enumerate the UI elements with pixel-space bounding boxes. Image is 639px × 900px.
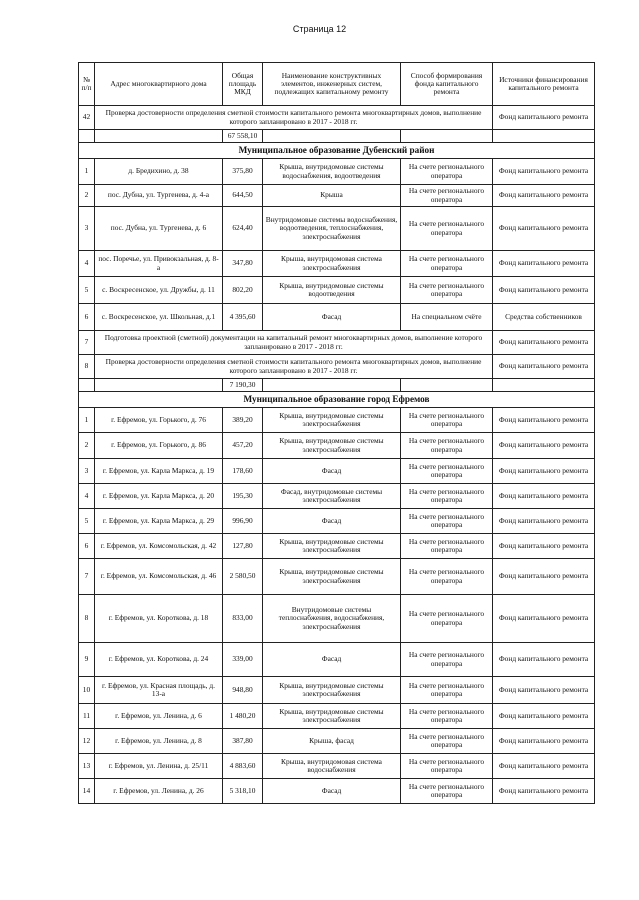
row-num: 13 <box>79 754 95 779</box>
row-method: На счете регионального оператора <box>401 185 493 207</box>
row-work-description: Проверка достоверности определения сметной стоимости капитального ремонта многоквартирных домов, выполнение которого запланировано в 2017 - 2018 гг. <box>95 355 493 379</box>
row-elements: Внутридомовые системы теплоснабжения, водоснабжения, электроснабжения <box>263 595 401 643</box>
row-num: 2 <box>79 433 95 459</box>
row-elements: Крыша, внутридомовые системы водоснабжения, водоотведения <box>263 159 401 185</box>
row-elements: Фасад <box>263 509 401 534</box>
row-source: Фонд капитального ремонта <box>493 159 595 185</box>
table-row <box>79 251 595 277</box>
table-row <box>79 433 595 459</box>
row-address: г. Ефремов, ул. Карла Маркса, д. 20 <box>95 484 223 509</box>
work-row <box>79 355 595 379</box>
total-row <box>79 130 595 143</box>
row-area: 2 580,50 <box>223 559 263 595</box>
row-source: Фонд капитального ремонта <box>493 595 595 643</box>
row-elements: Крыша, внутридомовые системы электроснабжения <box>263 408 401 433</box>
row-source: Фонд капитального ремонта <box>493 559 595 595</box>
row-method: На счете регионального оператора <box>401 729 493 754</box>
row-address: г. Ефремов, ул. Карла Маркса, д. 19 <box>95 459 223 484</box>
table-row <box>79 408 595 433</box>
row-address: г. Ефремов, ул. Карла Маркса, д. 29 <box>95 509 223 534</box>
row-source: Фонд капитального ремонта <box>493 251 595 277</box>
row-source: Фонд капитального ремонта <box>493 277 595 304</box>
row-area: 457,20 <box>223 433 263 459</box>
row-elements: Крыша, внутридомовые системы электроснабжения <box>263 534 401 559</box>
table-row <box>79 754 595 779</box>
row-source: Фонд капитального ремонта <box>493 185 595 207</box>
row-source: Фонд капитального ремонта <box>493 509 595 534</box>
empty-cell <box>95 130 223 143</box>
row-num: 5 <box>79 277 95 304</box>
row-elements: Крыша, внутридомовые системы электроснабжения <box>263 433 401 459</box>
row-num: 1 <box>79 408 95 433</box>
row-num: 2 <box>79 185 95 207</box>
row-method: На счете регионального оператора <box>401 704 493 729</box>
row-num: 7 <box>79 331 95 355</box>
table-row <box>79 459 595 484</box>
row-num: 42 <box>79 106 95 130</box>
row-source: Фонд капитального ремонта <box>493 534 595 559</box>
row-elements: Фасад <box>263 459 401 484</box>
row-method: На счете регионального оператора <box>401 251 493 277</box>
total-area: 67 558,10 <box>223 130 263 143</box>
row-elements: Крыша, внутридомовая система электроснабжения <box>263 251 401 277</box>
row-area: 389,20 <box>223 408 263 433</box>
row-area: 644,50 <box>223 185 263 207</box>
row-method: На счете регионального оператора <box>401 408 493 433</box>
header-row <box>79 63 595 106</box>
table-row <box>79 729 595 754</box>
row-method: На счете регионального оператора <box>401 643 493 677</box>
row-address: с. Воскресенское, ул. Дружбы, д. 11 <box>95 277 223 304</box>
row-num: 12 <box>79 729 95 754</box>
header-address: Адрес многоквартирного дома <box>95 63 223 106</box>
empty-cell <box>95 379 223 392</box>
empty-cell <box>79 130 95 143</box>
empty-cell <box>263 130 401 143</box>
total-area: 7 190,30 <box>223 379 263 392</box>
row-method: На счете регионального оператора <box>401 459 493 484</box>
row-area: 1 480,20 <box>223 704 263 729</box>
row-num: 1 <box>79 159 95 185</box>
row-area: 375,80 <box>223 159 263 185</box>
header-source: Источники финансирования капитального ремонта <box>493 63 595 106</box>
row-address: пос. Дубна, ул. Тургенева, д. 6 <box>95 207 223 251</box>
table-row <box>79 185 595 207</box>
row-method: На счете регионального оператора <box>401 779 493 804</box>
row-area: 127,80 <box>223 534 263 559</box>
row-method: На счете регионального оператора <box>401 677 493 704</box>
table-row <box>79 509 595 534</box>
row-area: 339,00 <box>223 643 263 677</box>
row-method: На счете регионального оператора <box>401 534 493 559</box>
table-row <box>79 595 595 643</box>
row-elements: Фасад <box>263 643 401 677</box>
empty-cell <box>493 379 595 392</box>
row-area: 4 883,60 <box>223 754 263 779</box>
row-source: Фонд капитального ремонта <box>493 408 595 433</box>
row-elements: Фасад, внутридомовые системы электроснабжения <box>263 484 401 509</box>
row-method: На счете регионального оператора <box>401 754 493 779</box>
row-elements: Крыша, внутридомовые системы электроснабжения <box>263 704 401 729</box>
header-num: № п/п <box>79 63 95 106</box>
row-elements: Крыша, внутридомовая система водоснабжения <box>263 754 401 779</box>
header-area: Общая площадь МКД <box>223 63 263 106</box>
row-method: На специальном счёте <box>401 304 493 331</box>
empty-cell <box>401 130 493 143</box>
row-num: 11 <box>79 704 95 729</box>
row-work-description: Проверка достоверности определения сметной стоимости капитального ремонта многоквартирных домов, выполнение которого запланировано в 2017 - 2018 гг. <box>95 106 493 130</box>
row-source: Фонд капитального ремонта <box>493 643 595 677</box>
row-work-description: Подготовка проектной (сметной) документации на капитальный ремонт многоквартирных домов, выполнение которого запланировано в 2017 - 2018 гг. <box>95 331 493 355</box>
row-address: г. Ефремов, ул. Короткова, д. 24 <box>95 643 223 677</box>
row-method: На счете регионального оператора <box>401 509 493 534</box>
row-area: 802,20 <box>223 277 263 304</box>
row-elements: Внутридомовые системы водоснабжения, водоотведения, теплоснабжения, электроснабжения <box>263 207 401 251</box>
row-elements: Крыша, внутридомовые системы электроснабжения <box>263 677 401 704</box>
row-source: Фонд капитального ремонта <box>493 433 595 459</box>
row-num: 9 <box>79 643 95 677</box>
empty-cell <box>79 379 95 392</box>
row-area: 948,80 <box>223 677 263 704</box>
work-row <box>79 106 595 130</box>
header-elements: Наименование конструктивных элементов, инженерных систем, подлежащих капитальному ремонту <box>263 63 401 106</box>
row-source: Фонд капитального ремонта <box>493 459 595 484</box>
row-method: На счете регионального оператора <box>401 207 493 251</box>
row-num: 8 <box>79 595 95 643</box>
row-num: 8 <box>79 355 95 379</box>
row-address: г. Ефремов, ул. Красная площадь, д. 13-а <box>95 677 223 704</box>
row-address: с. Воскресенское, ул. Школьная, д.1 <box>95 304 223 331</box>
total-row <box>79 379 595 392</box>
row-method: На счете регионального оператора <box>401 433 493 459</box>
row-elements: Фасад <box>263 779 401 804</box>
work-row <box>79 331 595 355</box>
empty-cell <box>401 379 493 392</box>
row-num: 3 <box>79 459 95 484</box>
row-source: Фонд капитального ремонта <box>493 331 595 355</box>
row-num: 6 <box>79 304 95 331</box>
row-address: пос. Поречье, ул. Привокзальная, д. 8-а <box>95 251 223 277</box>
row-method: На счете регионального оператора <box>401 559 493 595</box>
empty-cell <box>263 379 401 392</box>
row-num: 10 <box>79 677 95 704</box>
row-source: Фонд капитального ремонта <box>493 704 595 729</box>
row-area: 195,30 <box>223 484 263 509</box>
row-method: На счете регионального оператора <box>401 484 493 509</box>
row-address: г. Ефремов, ул. Ленина, д. 8 <box>95 729 223 754</box>
row-area: 833,00 <box>223 595 263 643</box>
section-title: Муниципальное образование город Ефремов <box>79 392 595 408</box>
row-source: Фонд капитального ремонта <box>493 677 595 704</box>
table-row <box>79 484 595 509</box>
row-source: Средства собственников <box>493 304 595 331</box>
table-row <box>79 559 595 595</box>
row-method: На счете регионального оператора <box>401 277 493 304</box>
row-address: пос. Дубна, ул. Тургенева, д. 4-а <box>95 185 223 207</box>
row-source: Фонд капитального ремонта <box>493 484 595 509</box>
row-num: 4 <box>79 484 95 509</box>
table-row <box>79 277 595 304</box>
table-row <box>79 779 595 804</box>
row-area: 5 318,10 <box>223 779 263 804</box>
table-row <box>79 304 595 331</box>
row-address: г. Ефремов, ул. Короткова, д. 18 <box>95 595 223 643</box>
row-elements: Крыша <box>263 185 401 207</box>
table-row <box>79 643 595 677</box>
row-elements: Крыша, внутридомовые системы электроснабжения <box>263 559 401 595</box>
row-source: Фонд капитального ремонта <box>493 355 595 379</box>
section-title: Муниципальное образование Дубенский район <box>79 143 595 159</box>
row-address: г. Ефремов, ул. Ленина, д. 6 <box>95 704 223 729</box>
row-method: На счете регионального оператора <box>401 159 493 185</box>
row-num: 6 <box>79 534 95 559</box>
row-num: 4 <box>79 251 95 277</box>
page-number: Страница 12 <box>292 24 347 34</box>
row-area: 178,60 <box>223 459 263 484</box>
row-elements: Фасад <box>263 304 401 331</box>
row-num: 5 <box>79 509 95 534</box>
row-source: Фонд капитального ремонта <box>493 729 595 754</box>
row-area: 996,90 <box>223 509 263 534</box>
row-address: г. Ефремов, ул. Ленина, д. 25/11 <box>95 754 223 779</box>
table-row <box>79 207 595 251</box>
row-address: д. Бредихино, д. 38 <box>95 159 223 185</box>
table-row <box>79 677 595 704</box>
header-method: Способ формирования фонда капитального ремонта <box>401 63 493 106</box>
row-area: 4 395,60 <box>223 304 263 331</box>
row-source: Фонд капитального ремонта <box>493 779 595 804</box>
row-address: г. Ефремов, ул. Ленина, д. 26 <box>95 779 223 804</box>
row-area: 387,80 <box>223 729 263 754</box>
section-row <box>79 143 595 159</box>
row-address: г. Ефремов, ул. Комсомольская, д. 42 <box>95 534 223 559</box>
table-row <box>79 534 595 559</box>
table-row <box>79 159 595 185</box>
row-source: Фонд капитального ремонта <box>493 207 595 251</box>
table-row <box>79 704 595 729</box>
row-source: Фонд капитального ремонта <box>493 106 595 130</box>
row-num: 14 <box>79 779 95 804</box>
row-num: 3 <box>79 207 95 251</box>
repair-program-table <box>78 62 595 804</box>
row-address: г. Ефремов, ул. Горького, д. 86 <box>95 433 223 459</box>
row-address: г. Ефремов, ул. Горького, д. 76 <box>95 408 223 433</box>
row-area: 624,40 <box>223 207 263 251</box>
section-row <box>79 392 595 408</box>
empty-cell <box>493 130 595 143</box>
row-area: 347,80 <box>223 251 263 277</box>
row-source: Фонд капитального ремонта <box>493 754 595 779</box>
table-body <box>79 63 595 804</box>
row-num: 7 <box>79 559 95 595</box>
row-method: На счете регионального оператора <box>401 595 493 643</box>
row-elements: Крыша, фасад <box>263 729 401 754</box>
row-address: г. Ефремов, ул. Комсомольская, д. 46 <box>95 559 223 595</box>
row-elements: Крыша, внутридомовые системы водоотведения <box>263 277 401 304</box>
